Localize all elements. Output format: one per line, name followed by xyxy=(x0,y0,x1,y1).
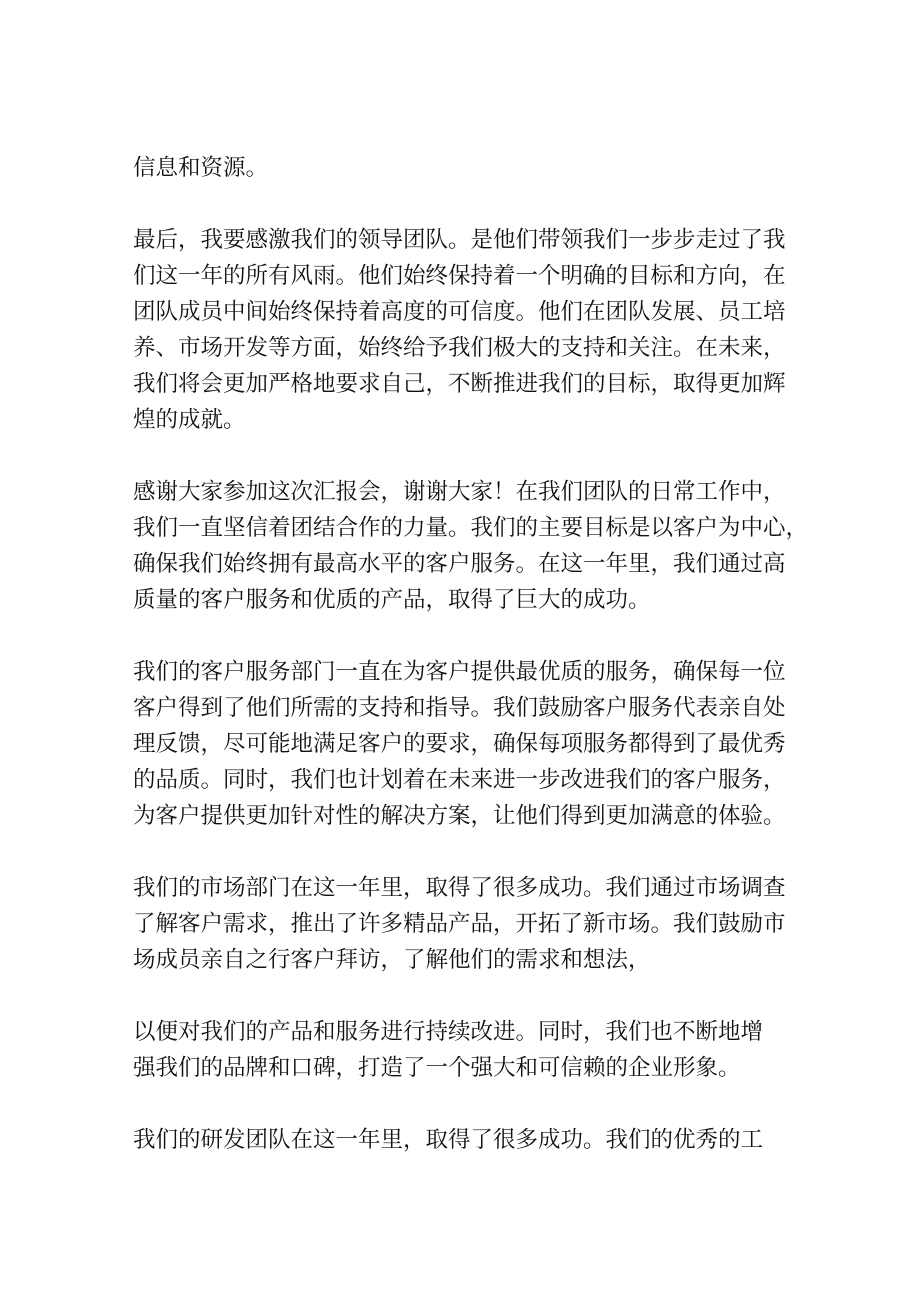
text-line: 感谢大家参加这次汇报会，谢谢大家！在我们团队的日常工作中， xyxy=(133,479,786,505)
text-line: 强我们的品牌和口碑，打造了一个强大和可信赖的企业形象。 xyxy=(133,1055,741,1081)
text-line: 质量的客户服务和优质的产品，取得了巨大的成功。 xyxy=(133,587,651,613)
paragraph-2 xyxy=(133,222,813,438)
paragraph-4 xyxy=(133,654,813,834)
paragraph-6 xyxy=(133,1014,813,1086)
paragraph-gap xyxy=(133,618,813,654)
text-line: 信息和资源。 xyxy=(133,155,269,181)
paragraph-7 xyxy=(133,1122,813,1158)
paragraph-5 xyxy=(133,870,813,978)
text-line: 们这一年的所有风雨。他们始终保持着一个明确的目标和方向，在 xyxy=(133,263,786,289)
paragraph-1 xyxy=(133,150,813,186)
text-line: 我们的研发团队在这一年里，取得了很多成功。我们的优秀的工 xyxy=(133,1127,764,1153)
paragraph-gap xyxy=(133,186,813,222)
text-line: 我们一直坚信着团结合作的力量。我们的主要目标是以客户为中心， xyxy=(133,515,809,541)
text-line: 我们的客户服务部门一直在为客户提供最优质的服务，确保每一位 xyxy=(133,659,786,685)
text-line: 养、市场开发等方面，始终给予我们极大的支持和关注。在未来， xyxy=(133,335,786,361)
text-line: 理反馈，尽可能地满足客户的要求，确保每项服务都得到了最优秀 xyxy=(133,731,786,757)
paragraph-gap xyxy=(133,1086,813,1122)
text-line: 确保我们始终拥有最高水平的客户服务。在这一年里，我们通过高 xyxy=(133,551,786,577)
text-line: 以便对我们的产品和服务进行持续改进。同时，我们也不断地增 xyxy=(133,1019,764,1045)
text-line: 了解客户需求，推出了许多精品产品，开拓了新市场。我们鼓励市 xyxy=(133,911,786,937)
text-line: 煌的成就。 xyxy=(133,407,246,433)
paragraph-gap xyxy=(133,834,813,870)
text-line: 团队成员中间始终保持着高度的可信度。他们在团队发展、员工培 xyxy=(133,299,786,325)
paragraph-gap xyxy=(133,438,813,474)
text-line: 为客户提供更加针对性的解决方案，让他们得到更加满意的体验。 xyxy=(133,803,786,829)
text-line: 场成员亲自之行客户拜访，了解他们的需求和想法， xyxy=(133,947,651,973)
text-line: 客户得到了他们所需的支持和指导。我们鼓励客户服务代表亲自处 xyxy=(133,695,786,721)
text-line: 我们将会更加严格地要求自己，不断推进我们的目标，取得更加辉 xyxy=(133,371,786,397)
paragraph-3 xyxy=(133,474,813,618)
text-line: 的品质。同时，我们也计划着在未来进一步改进我们的客户服务， xyxy=(133,767,786,793)
text-line: 我们的市场部门在这一年里，取得了很多成功。我们通过市场调查 xyxy=(133,875,786,901)
paragraph-gap xyxy=(133,978,813,1014)
document-body xyxy=(133,150,813,1158)
text-line: 最后，我要感激我们的领导团队。是他们带领我们一步步走过了我 xyxy=(133,227,786,253)
